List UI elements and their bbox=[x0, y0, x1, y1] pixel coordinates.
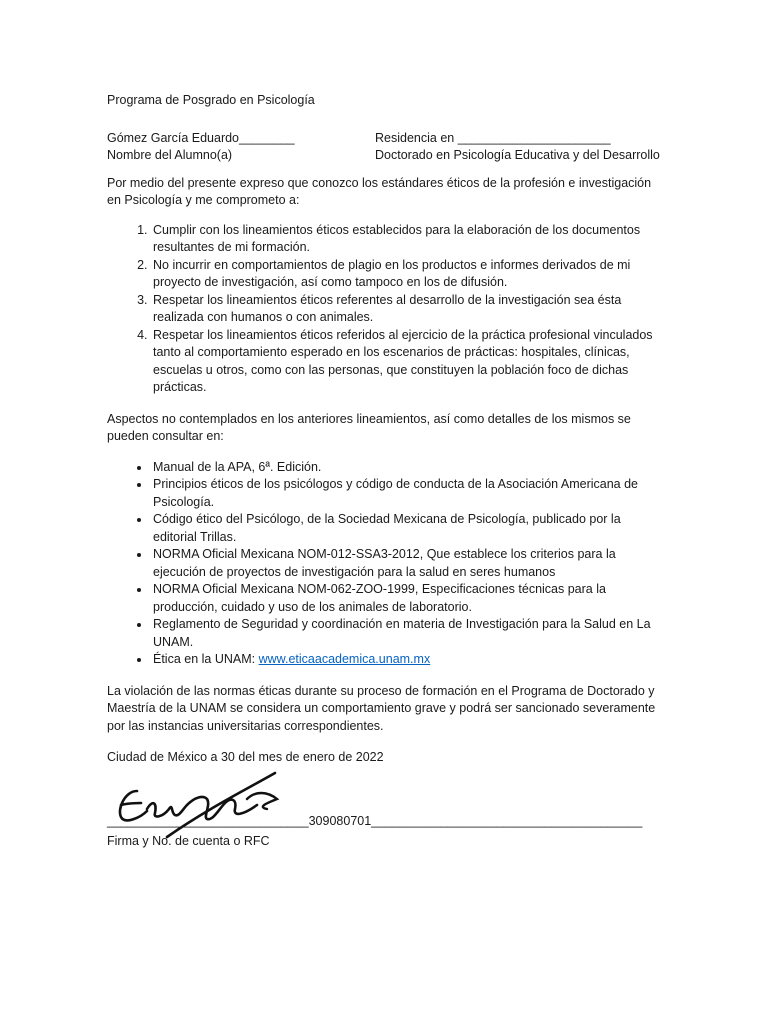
document-page bbox=[107, 92, 667, 850]
student-name-label: Nombre del Alumno(a) bbox=[107, 148, 233, 162]
intro-paragraph bbox=[107, 175, 667, 210]
violation-paragraph: La violación de las normas éticas durante su proceso de formación en el Programa de Doctorado y Maestría de la UNAM se considera un comportamiento grave y podrá ser sancionado severamente por las instancias universitarias correspondientes. bbox=[107, 683, 656, 733]
list-item: • Principios éticos de los psicólogos y código de conducta de la Asociación Americana de Psicología. bbox=[151, 476, 667, 511]
commitments-list bbox=[107, 222, 667, 397]
signature-line: _____________________________309080701_______________________________________ bbox=[107, 814, 643, 828]
aspects-paragraph: Aspectos no contemplados en los anteriores lineamientos, así como detalles de los mismos se pueden consultar en: bbox=[107, 411, 631, 443]
ethics-label: Ética en la UNAM: bbox=[153, 652, 259, 666]
intro-line: en Psicología y me comprometo a: bbox=[107, 193, 300, 207]
list-item: • NORMA Oficial Mexicana NOM-012-SSA3-2012, Que establece los criterios para la ejecución de proyectos de investigación para la salud en seres humanos bbox=[151, 546, 667, 581]
list-item: • Reglamento de Seguridad y coordinación en materia de Investigación para la Salud en La UNAM. bbox=[151, 616, 667, 651]
date-line: Ciudad de México a 30 del mes de enero de 2022 bbox=[107, 750, 384, 764]
list-item bbox=[151, 651, 667, 669]
references-list bbox=[107, 459, 667, 669]
signature-block bbox=[107, 783, 667, 831]
student-name: Gómez García Eduardo________ bbox=[107, 130, 295, 145]
signature-caption: Firma y No. de cuenta o RFC bbox=[107, 833, 270, 848]
list-item: • Manual de la APA, 6ª. Edición. bbox=[151, 459, 667, 477]
intro-line: Por medio del presente expreso que conozco los estándares éticos de la profesión e investigación bbox=[107, 175, 652, 190]
residency-field: Residencia en ______________________ bbox=[375, 130, 611, 145]
list-item: 2. No incurrir en comportamientos de plagio en los productos e informes derivados de mi proyecto de investigación, así como tampoco en los de difusión. bbox=[151, 257, 667, 292]
list-item: 3. Respetar los lineamientos éticos referentes al desarrollo de la investigación sea ésta realizada con humanos o con animales. bbox=[151, 292, 667, 327]
list-item: 4. Respetar los lineamientos éticos referidos al ejercicio de la práctica profesional vinculados tanto al comportamiento esperado en los escenarios de prácticas: hospitales, clínicas, escuelas u otros, como con las personas, que constituyen la población foco de dichas prácticas. bbox=[151, 327, 667, 397]
doctorate-label: Doctorado en Psicología Educativa y del Desarrollo bbox=[375, 148, 660, 162]
list-item: 1. Cumplir con los lineamientos éticos establecidos para la elaboración de los documentos resultantes de mi formación. bbox=[151, 222, 667, 257]
list-item: • NORMA Oficial Mexicana NOM-062-ZOO-1999, Especificaciones técnicas para la producción, cuidado y uso de los animales de laboratorio. bbox=[151, 581, 667, 616]
student-info bbox=[107, 130, 667, 165]
ethics-link[interactable]: www.eticaacademica.unam.mx bbox=[258, 652, 431, 666]
list-item: • Código ético del Psicólogo, de la Sociedad Mexicana de Psicología, publicado por la editorial Trillas. bbox=[151, 511, 667, 546]
program-title: Programa de Posgrado en Psicología bbox=[107, 93, 315, 107]
